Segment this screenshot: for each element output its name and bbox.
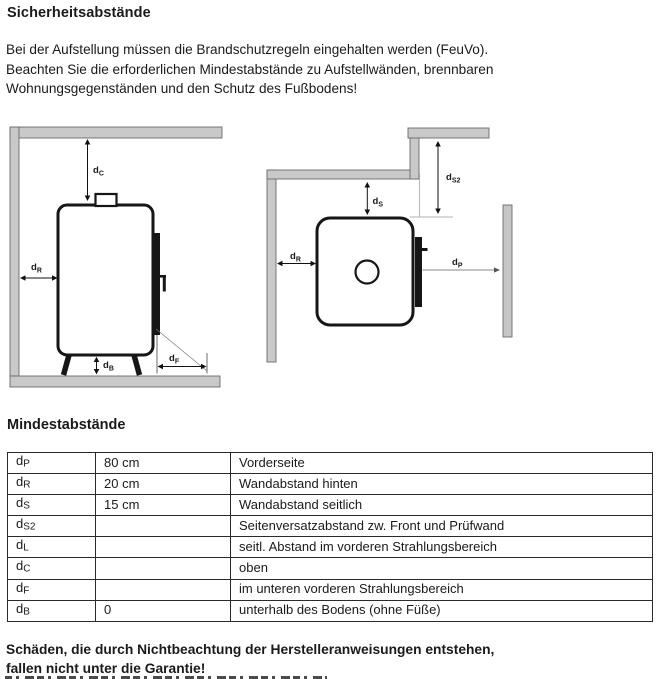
rear-wall-bar: [267, 170, 419, 179]
stove-leg-back: [134, 355, 140, 375]
value-cell: 80 cm: [96, 453, 231, 474]
warranty-warning-line: Schäden, die durch Nichtbeachtung der Herstelleranweisungen entstehen,: [6, 642, 495, 657]
radiation-diagonal: [156, 329, 207, 371]
value-cell: 0: [96, 600, 231, 621]
table-row: [8, 600, 653, 621]
arrowhead: [365, 182, 371, 188]
floor-bar: [10, 376, 220, 387]
label-dB: $d_B$: [103, 360, 114, 373]
arrowhead: [85, 139, 91, 145]
description-cell: unterhalb des Bodens (ohne Füße): [231, 600, 653, 621]
value-cell: [96, 537, 231, 558]
stove-door-top: [415, 237, 422, 307]
left-wall-bar: [267, 170, 276, 362]
symbol-cell: dL: [8, 537, 96, 558]
stove-body: [58, 205, 153, 355]
label-dF: $d_F$: [169, 353, 180, 366]
value-cell: [96, 516, 231, 537]
warranty-warning-line: fallen nicht unter die Garantie!: [6, 660, 206, 676]
description-cell: Wandabstand hinten: [231, 474, 653, 495]
symbol-cell: dS2: [8, 516, 96, 537]
arrowhead: [85, 196, 91, 202]
value-cell: [96, 558, 231, 579]
description-cell: oben: [231, 558, 653, 579]
value-cell: 15 cm: [96, 495, 231, 516]
flue-outlet: [356, 261, 379, 284]
arrowhead: [311, 261, 317, 267]
table-row: [8, 495, 653, 516]
table-row: [8, 558, 653, 579]
value-cell: 20 cm: [96, 474, 231, 495]
label-dR: $d_R$: [31, 262, 42, 275]
description-cell: seitl. Abstand im vorderen Strahlungsbereich: [231, 537, 653, 558]
description-cell: im unteren vorderen Strahlungsbereich: [231, 579, 653, 600]
symbol-cell: dS: [8, 495, 96, 516]
offset-wall-bar: [408, 128, 489, 138]
arrowhead: [365, 210, 371, 216]
stove-leg-front: [64, 355, 70, 375]
arrowhead: [20, 275, 26, 281]
label-dP: $d_P$: [452, 257, 463, 270]
description-cell: Wandabstand seitlich: [231, 495, 653, 516]
arrowhead: [158, 364, 164, 370]
description-cell: Vorderseite: [231, 453, 653, 474]
door-handle: [422, 248, 428, 251]
table-row: [8, 579, 653, 600]
stove-door: [152, 233, 160, 335]
arrowhead: [94, 369, 100, 374]
arrowhead: [435, 141, 441, 147]
label-dC: $d_C$: [93, 165, 104, 178]
flue-stub: [96, 194, 117, 206]
arrowhead: [435, 209, 441, 215]
diagram-top-view: [250, 118, 545, 402]
door-handle: [163, 275, 166, 292]
symbol-cell: dR: [8, 474, 96, 495]
minimum-distances-table: [7, 452, 653, 622]
intro-paragraph: [6, 40, 493, 99]
ceiling-bar: [10, 127, 222, 138]
warranty-warning: [6, 641, 494, 678]
section-title-minimum-distances: Mindestabstände: [7, 417, 126, 433]
intro-line: Bei der Aufstellung müssen die Brandschutzregeln eingehalten werden (FeuVo).: [6, 42, 489, 57]
arrowhead: [94, 357, 100, 362]
clipped-next-line: [5, 676, 327, 679]
test-wall-bar: [503, 205, 512, 337]
intro-line: Wohnungsgegenständen und den Schutz des Fußbodens!: [6, 81, 358, 96]
description-cell: Seitenversatzabstand zw. Front und Prüfwand: [231, 516, 653, 537]
table-row: [8, 516, 653, 537]
wall-step: [410, 138, 419, 179]
left-wall-bar: [10, 127, 19, 376]
table-row: [8, 537, 653, 558]
page-title: Sicherheitsabstände: [7, 5, 151, 21]
value-cell: [96, 579, 231, 600]
symbol-cell: dF: [8, 579, 96, 600]
table-row: [8, 474, 653, 495]
symbol-cell: dP: [8, 453, 96, 474]
label-dS: $d_S$: [372, 196, 383, 209]
label-dR: $d_R$: [290, 251, 301, 264]
symbol-cell: dB: [8, 600, 96, 621]
symbol-cell: dC: [8, 558, 96, 579]
diagram-side-view: [0, 118, 235, 402]
arrowhead: [494, 267, 500, 272]
intro-line: Beachten Sie die erforderlichen Mindestabstände zu Aufstellwänden, brennbaren: [6, 61, 494, 77]
label-dS2: $d_{S2}$: [446, 172, 461, 185]
arrowhead: [277, 261, 283, 267]
table-row: [8, 453, 653, 474]
